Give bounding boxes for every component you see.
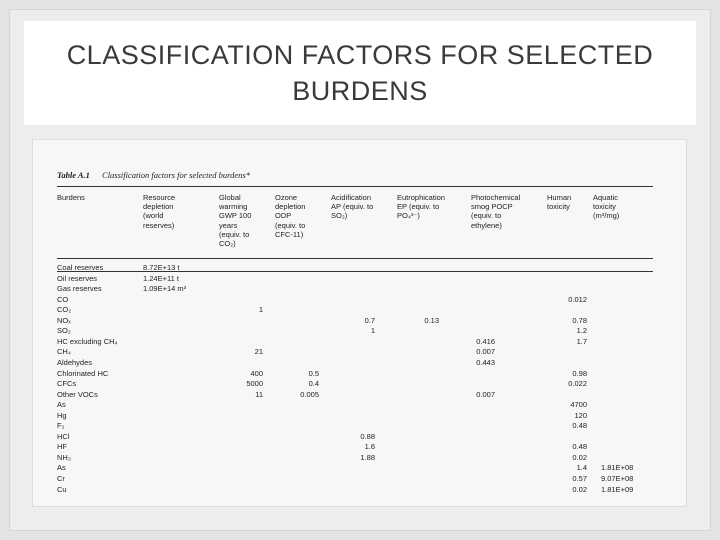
- cell-human-toxicity: 0.98: [572, 368, 587, 378]
- cell-burden: Chlorinated HC: [57, 368, 109, 378]
- header-acidification: Acidification AP (equiv. to SO₂): [331, 193, 374, 221]
- cell-burden: F₂: [57, 421, 65, 431]
- cell-burden: Cu: [57, 484, 67, 494]
- cell-global-warming: 400: [250, 368, 263, 378]
- header-burdens: Burdens: [57, 193, 85, 202]
- table-row: [57, 347, 653, 357]
- cell-burden: HC excluding CH₄: [57, 336, 118, 346]
- cell-burden: SO₂: [57, 326, 71, 336]
- header-aquatic-toxicity: Aquatic toxicity (m³/mg): [593, 193, 620, 221]
- cell-burden: Cr: [57, 474, 65, 483]
- cell-aquatic-toxicity: 1.81E+08: [601, 463, 634, 473]
- cell-burden: Coal reserves: [57, 263, 104, 272]
- table-row: [57, 316, 653, 326]
- table-row: [57, 453, 653, 463]
- cell-burden: Oil reserves: [57, 273, 98, 283]
- header-ozone: Ozone depletion ODP (equiv. to CFC-11): [275, 193, 306, 239]
- table-row: [57, 400, 653, 410]
- cell-human-toxicity: 1.4: [576, 463, 587, 473]
- table-row: [57, 263, 653, 273]
- table-row: [57, 358, 653, 368]
- header-rule: [57, 258, 653, 259]
- cell-burden: NOₓ: [57, 315, 71, 325]
- slide-title: CLASSIFICATION FACTORS FOR SELECTED BURDENS: [66, 40, 654, 106]
- cell-human-toxicity: 0.48: [572, 442, 587, 452]
- cell-ozone-depletion: 0.4: [308, 379, 319, 389]
- cell-human-toxicity: 120: [574, 410, 587, 420]
- header-human-toxicity: Human toxicity: [547, 193, 572, 212]
- cell-burden: CO: [57, 294, 69, 304]
- header-eutrophication: Eutrophication EP (equiv. to PO₄³⁻): [397, 193, 445, 221]
- table-caption-text: Classification factors for selected burdens*: [102, 170, 250, 180]
- cell-acidification: 1: [370, 326, 375, 336]
- scanned-table-image: [33, 140, 686, 506]
- cell-resource-depletion: 8.72E+13 t: [143, 263, 180, 272]
- cell-human-toxicity: 0.02: [572, 452, 587, 462]
- cell-acidification: 0.7: [364, 315, 375, 325]
- cell-human-toxicity: 0.48: [572, 421, 587, 431]
- cell-burden: Other VOCs: [57, 389, 98, 399]
- cell-human-toxicity: 1.2: [576, 326, 587, 336]
- table-row: [57, 369, 653, 379]
- cell-burden: As: [57, 400, 66, 410]
- cell-burden: As: [57, 463, 66, 473]
- table-row: [57, 474, 653, 484]
- cell-human-toxicity: 0.57: [572, 474, 587, 483]
- table-row: [57, 485, 653, 495]
- cell-resource-depletion: 1.24E+11 t: [143, 273, 179, 283]
- table-row: [57, 337, 653, 347]
- header-resource: Resource depletion (world reserves): [143, 193, 176, 230]
- cell-burden: HF: [57, 442, 67, 452]
- cell-ozone-depletion: 0.005: [300, 389, 319, 399]
- table-row: [57, 411, 653, 421]
- table-row: [57, 274, 653, 284]
- cell-human-toxicity: 0.012: [568, 294, 587, 304]
- cell-burden: NH₃: [57, 452, 71, 462]
- table-row: [57, 442, 653, 452]
- cell-human-toxicity: 0.78: [572, 315, 587, 325]
- table-row: [57, 463, 653, 473]
- cell-burden: Gas reserves: [57, 284, 102, 294]
- cell-acidification: 1.6: [364, 442, 375, 452]
- table-label: Table A.1: [57, 170, 90, 180]
- cell-global-warming: 21: [254, 347, 263, 357]
- cell-ozone-depletion: 0.5: [308, 368, 319, 378]
- cell-burden: Hg: [57, 410, 67, 420]
- table-row: [57, 379, 653, 389]
- cell-global-warming: 5000: [246, 379, 263, 389]
- cell-photochemical-smog: 0.007: [476, 389, 495, 399]
- table-row: [57, 390, 653, 400]
- cell-global-warming: 11: [255, 389, 263, 399]
- cell-photochemical-smog: 0.416: [476, 336, 495, 346]
- cell-burden: CO₂: [57, 305, 72, 315]
- cell-photochemical-smog: 0.007: [476, 347, 495, 357]
- top-rule: [57, 186, 653, 187]
- cell-human-toxicity: 1.7: [576, 336, 587, 346]
- slide-title-box: [24, 21, 696, 125]
- table-row: [57, 305, 653, 315]
- header-photochemical: Photochemical smog POCP (equiv. to ethylene): [471, 193, 521, 230]
- cell-photochemical-smog: 0.443: [476, 357, 495, 367]
- cell-aquatic-toxicity: 1.81E+09: [601, 484, 634, 494]
- cell-burden: HCl: [57, 431, 70, 441]
- table-row: [57, 421, 653, 431]
- cell-acidification: 1.88: [360, 452, 375, 462]
- cell-global-warming: 1: [258, 305, 263, 315]
- cell-aquatic-toxicity: 9.07E+08: [601, 474, 634, 483]
- table-row: [57, 295, 653, 305]
- cell-human-toxicity: 4700: [570, 400, 587, 410]
- cell-acidification: 0.88: [360, 431, 375, 441]
- cell-human-toxicity: 0.02: [572, 484, 587, 494]
- table-caption: [57, 170, 250, 180]
- cell-human-toxicity: 0.022: [568, 379, 587, 389]
- cell-resource-depletion: 1.09E+14 m³: [143, 284, 187, 294]
- table-row: [57, 326, 653, 336]
- header-global-warming: Global warming GWP 100 years (equiv. to CO₂): [219, 193, 252, 249]
- cell-burden: CFCs: [57, 379, 77, 389]
- cell-burden: Aldehydes: [57, 357, 93, 367]
- table-row: [57, 284, 653, 294]
- table-row: [57, 432, 653, 442]
- cell-burden: CH₄: [57, 347, 71, 357]
- cell-eutrophication: 0.13: [424, 315, 439, 325]
